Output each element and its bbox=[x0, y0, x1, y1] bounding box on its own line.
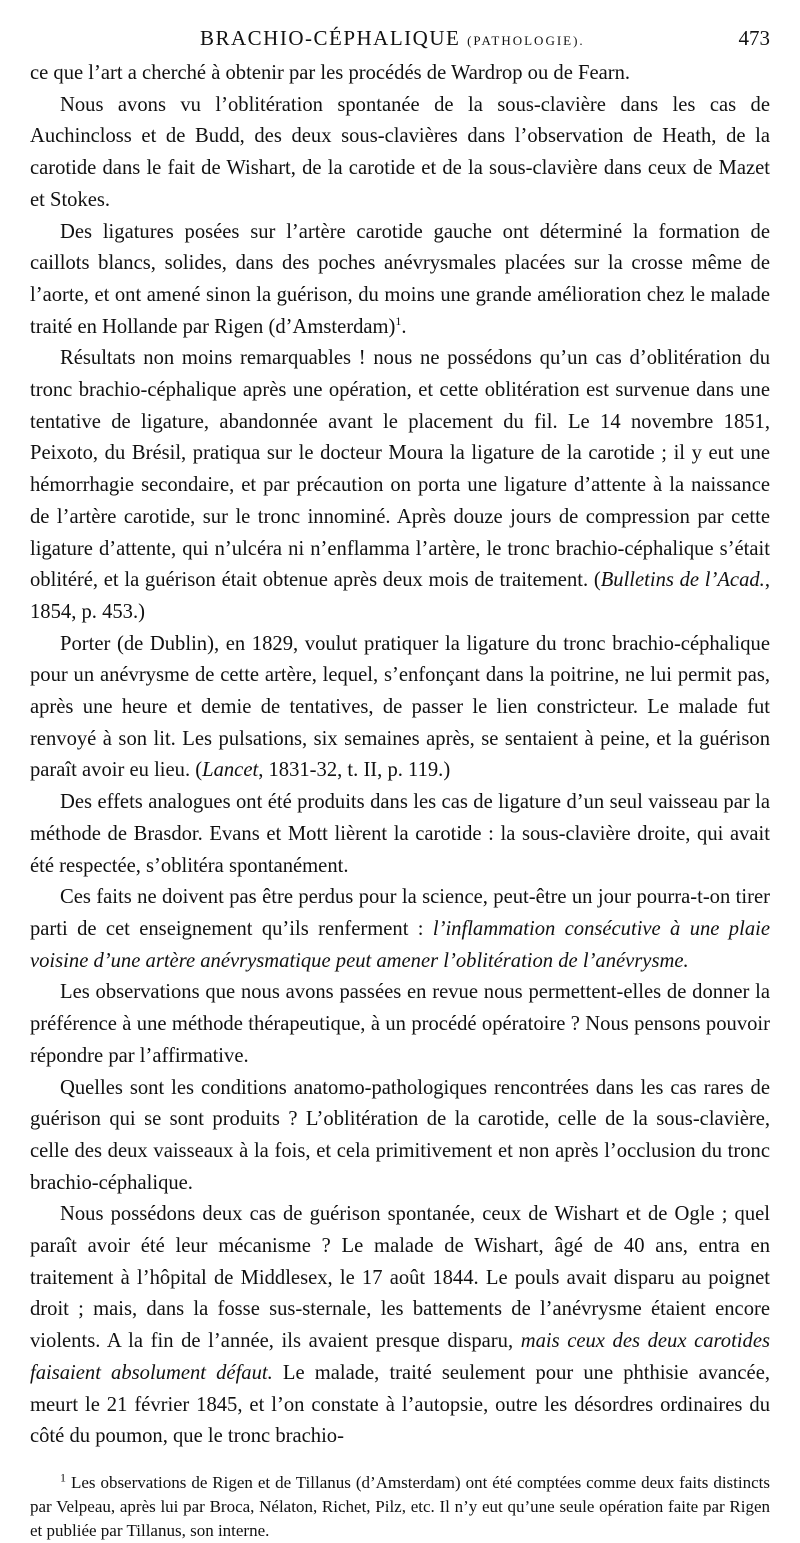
paragraph-text: Porter (de Dublin), en 1829, voulut pratiquer la ligature du tronc brachio-céphalique pour un anévrysme de cette artère, lequel, s’enfonçant dans la poitrine, ne lui permit pas, après une heure et demie de tentatives, de passer le lien constricteur. Le malade fut renvoyé à son lit. Les pulsations, six semaines après, se sentaient à peine, et la guérison paraît avoir eu lieu. bbox=[30, 632, 770, 782]
footnote-1 bbox=[30, 1471, 770, 1543]
paragraph-2 bbox=[30, 90, 770, 217]
paragraph-text: Le malade, traité seulement pour une phthisie avancée, meurt le 21 février 1845, et l’on constate à l’autopsie, outre les désordres ordinaires du côté du poumon, que le tronc brachio- bbox=[30, 1361, 770, 1448]
paragraph-text: Des ligatures posées sur l’artère carotide gauche ont déterminé la formation de caillots blancs, solides, dans des poches anévrysmales placées sur la crosse même de l’aorte, et ont amené sinon la guérison, du moins une grande amélioration chez le malade traité en Hollande par Rigen (d’Amsterdam) bbox=[30, 220, 770, 338]
citation-ref: , 1831-32, t. II, p. 119.) bbox=[258, 759, 451, 782]
paragraph-text: ce que l’art a cherché à obtenir par les procédés de Wardrop ou de Fearn. bbox=[30, 62, 631, 84]
book-page bbox=[30, 18, 770, 1543]
running-title bbox=[200, 26, 585, 51]
footnote-ref: 1 bbox=[395, 313, 402, 328]
footnote-text: Les observations de Rigen et de Tillanus (d’Amsterdam) ont été comptées comme deux faits distincts par Velpeau, après lui par Broca, Nélaton, Richet, Pilz, etc. Il n’y eut qu’une seule opération faite par Rigen et publiée par Tillanus, son interne. bbox=[30, 1472, 770, 1540]
paragraph-1 bbox=[30, 58, 770, 90]
citation-ref: , 1854, p. 453.) bbox=[30, 569, 770, 623]
paragraph-5: Porter (de Dublin), en 1829, voulut pratiquer la ligature du tronc brachio-céphalique pour un anévrysme de cette artère, lequel, s’enfonçant dans la poitrine, ne lui permit pas, après une heure et demie de tentatives, de passer le lien constricteur. Le malade fut renvoyé à son lit. Les pulsations, six semaines après, se sentaient à peine, et la guérison paraît avoir eu lieu. (Lancet, 1831-32, t. II, p. 119.) bbox=[30, 632, 770, 782]
paragraph-6 bbox=[30, 787, 770, 882]
paragraph-3: Des ligatures posées sur l’artère carotide gauche ont déterminé la formation de caillots blancs, solides, dans des poches anévrysmales placées sur la crosse même de l’aorte, et ont amené sinon la guérison, du moins une grande amélioration chez le malade traité en Hollande par Rigen (d’Amsterdam)$^1$. bbox=[30, 220, 770, 338]
paragraph-text: Nous possédons deux cas de guérison spontanée, ceux de Wishart et de Ogle ; quel paraît avoir été leur mécanisme ? Le malade de Wishart, âgé de 40 ans, entra en traitement à l’hôpital de Middlesex, le 17 août 1844. Le pouls avait disparu au poignet droit ; mais, dans la fosse sus-sternale, les battements de l’anévrysme étaient encore violents. A la fin de l’année, ils avaient presque disparu, bbox=[30, 1203, 770, 1353]
citation-title: Bulletins de l’Acad. bbox=[600, 569, 765, 592]
paragraph-text: Nous avons vu l’oblitération spontanée de la sous-clavière dans les cas de Auchincloss et de Budd, des deux sous-clavières dans l’observation de Heath, de la carotide dans le fait de Wishart, de la carotide et de la sous-clavière dans ceux de Mazet et Stokes. bbox=[30, 93, 770, 211]
header-title: BRACHIO-CÉPHALIQUE bbox=[200, 26, 461, 50]
paragraph-text: Résultats non moins remarquables ! nous ne possédons qu’un cas d’oblitération du tronc brachio-céphalique après une opération, et cette oblitération est survenue dans une tentative de ligature, abandonnée avant le placement du fil. Le 14 novembre 1851, Peixoto, du Brésil, pratiqua sur le docteur Moura la ligature de la carotide ; il y eut une hémorrhagie secondaire, et par précaution on porta une ligature d’attente à la naissance de l’artère carotide, sur le tronc innominé. Après douze jours de compression par cette ligature d’attente, qui n’ulcéra ni n’enflamma l’artère, le tronc brachio-céphalique s’était oblitéré, et la guérison était obtenue après deux mois de traitement. bbox=[30, 347, 770, 592]
citation-title: Lancet bbox=[202, 759, 259, 782]
paragraph-8 bbox=[30, 977, 770, 1072]
paragraph-text: Les observations que nous avons passées en revue nous permettent-elles de donner la préférence à une méthode thérapeutique, à un procédé opératoire ? Nous pensons pouvoir répondre par l’affirmative. bbox=[30, 981, 770, 1067]
footnotes bbox=[30, 1471, 770, 1543]
footnote-marker: 1 bbox=[60, 1470, 66, 1485]
paragraph-text: Quelles sont les conditions anatomo-pathologiques rencontrées dans les cas rares de guérison qui se sont produits ? L’oblitération de la carotide, celle de la sous-clavière, celle des deux vaisseaux à la fois, et cela primitivement et non après l’occlusion du tronc brachio-céphalique. bbox=[30, 1076, 770, 1194]
running-header bbox=[30, 18, 770, 58]
italic-conclusion: l’inflammation consécutive à une plaie voisine d’une artère anévrysmatique peut amener l’oblitération de l’anévrysme. bbox=[30, 917, 770, 972]
paragraph-text: Des effets analogues ont été produits dans les cas de ligature d’un seul vaisseau par la méthode de Brasdor. Evans et Mott lièrent la carotide : la sous-clavière droite, qui avait été respectée, s’oblitéra spontanément. bbox=[30, 791, 770, 877]
paragraph-10 bbox=[30, 1199, 770, 1453]
paragraph-7 bbox=[30, 882, 770, 977]
italic-carotids: mais ceux des deux carotides faisaient absolument défaut. bbox=[30, 1330, 770, 1384]
header-subtitle: (PATHOLOGIE). bbox=[467, 33, 585, 48]
body-text bbox=[30, 58, 770, 1453]
paragraph-4: Résultats non moins remarquables ! nous ne possédons qu’un cas d’oblitération du tronc brachio-céphalique après une opération, et cette oblitération est survenue dans une tentative de ligature, abandonnée avant le placement du fil. Le 14 novembre 1851, Peixoto, du Brésil, pratiqua sur le docteur Moura la ligature de la carotide ; il y eut une hémorrhagie secondaire, et par précaution on porta une ligature d’attente à la naissance de l’artère carotide, sur le tronc innominé. Après douze jours de compression par cette ligature d’attente, qui n’ulcéra ni n’enflamma l’artère, le tronc brachio-céphalique s’était oblitéré, et la guérison était obtenue après deux mois de traitement. (Bulletins de l’Acad., 1854, p. 453.) bbox=[30, 347, 770, 623]
paragraph-text: Ces faits ne doivent pas être perdus pour la science, peut-être un jour pourra-t-on tirer parti de cet enseignement qu’ils renferment : bbox=[30, 886, 770, 940]
page-number: 473 bbox=[738, 26, 770, 50]
paragraph-9 bbox=[30, 1073, 770, 1200]
